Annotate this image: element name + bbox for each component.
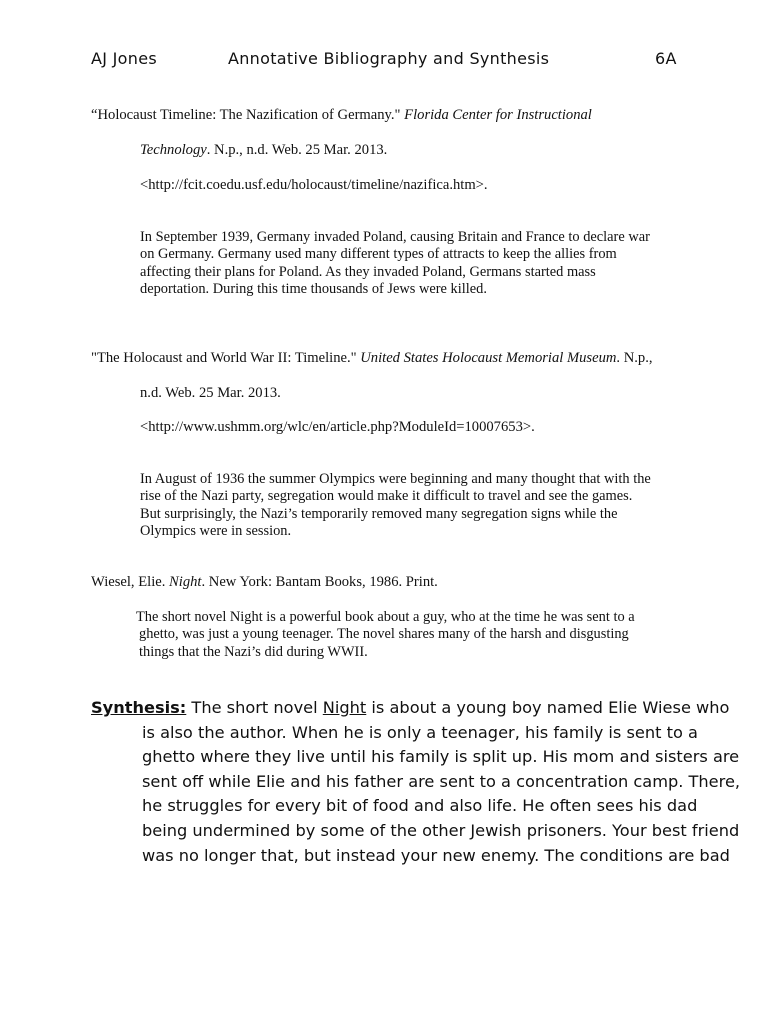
citation-1-line2 <box>140 142 387 159</box>
annotation-1-line: on Germany. Germany used many different types of attracts to keep the allies from <box>140 246 617 263</box>
citation-3-title: Night <box>169 574 202 590</box>
synthesis-paragraph <box>91 696 742 868</box>
annotation-1-line: affecting their plans for Poland. As they invaded Poland, Germans started mass <box>140 263 596 280</box>
annotation-3-line: The short novel Night is a powerful book about a guy, who at the time he was sent to a <box>136 609 635 625</box>
citation-1 <box>91 107 592 124</box>
citation-1-source-cont: Technology <box>140 142 207 158</box>
citation-2-source: United States Holocaust Memorial Museum <box>360 350 617 366</box>
annotation-2-line: In August of 1936 the summer Olympics were beginning and many thought that with the <box>140 471 651 487</box>
synthesis-book-title: Night <box>322 698 367 717</box>
citation-3 <box>91 574 438 591</box>
annotation-2 <box>140 471 700 540</box>
annotation-3-line: ghetto, was just a young teenager. The novel shares many of the harsh and disgusting <box>139 626 629 643</box>
annotation-1-line: In September 1939, Germany invaded Poland, causing Britain and France to declare war <box>140 229 650 245</box>
citation-2 <box>91 350 653 367</box>
citation-3-author: Wiesel, Elie. <box>91 574 166 590</box>
citation-2-pubinfo: n.d. Web. 25 Mar. 2013. <box>140 385 281 401</box>
annotation-3 <box>136 609 706 661</box>
synthesis-label: Synthesis: <box>91 698 187 717</box>
citation-2-title: "The Holocaust and World War II: Timeline." <box>91 350 357 366</box>
synthesis-lead: The short novel <box>186 698 323 717</box>
annotation-2-line: But surprisingly, the Nazi’s temporarily removed many segregation signs while the <box>140 505 618 522</box>
class-period: 6A <box>655 49 677 68</box>
student-name: AJ Jones <box>91 49 157 68</box>
annotation-1 <box>140 229 700 298</box>
citation-3-tail: . New York: Bantam Books, 1986. Print. <box>201 574 438 590</box>
citation-2-tail: . N.p., <box>616 350 653 366</box>
citation-1-title: “Holocaust Timeline: The Nazification of Germany." <box>91 107 401 123</box>
citation-1-url: <http://fcit.coedu.usf.edu/holocaust/timeline/nazifica.htm>. <box>140 177 488 193</box>
citation-1-source: Florida Center for Instructional <box>404 107 592 123</box>
document-title: Annotative Bibliography and Synthesis <box>228 49 550 68</box>
annotation-2-line: Olympics were in session. <box>140 522 292 539</box>
citation-1-pubinfo: . N.p., n.d. Web. 25 Mar. 2013. <box>206 142 388 158</box>
synthesis-body: is about a young boy named Elie Wiese who is also the author. When he is only a teenager, his family is sent to a ghetto where they live until his family is split up. His mom and sisters are sent off while Elie and his father are sent to a concentration camp. There, he struggles for every bit of food and also life. He often sees his dad being undermined by some of the other Jewish prisoners. Your best friend was no longer that, but instead your new enemy. The conditions are bad <box>142 698 741 865</box>
annotation-2-line: rise of the Nazi party, segregation would make it difficult to travel and see the games. <box>140 488 633 505</box>
citation-2-url: <http://www.ushmm.org/wlc/en/article.php?ModuleId=10007653>. <box>140 419 535 435</box>
annotation-1-line: deportation. During this time thousands of Jews were killed. <box>140 280 487 297</box>
annotation-3-line: things that the Nazi’s did during WWII. <box>139 643 368 660</box>
